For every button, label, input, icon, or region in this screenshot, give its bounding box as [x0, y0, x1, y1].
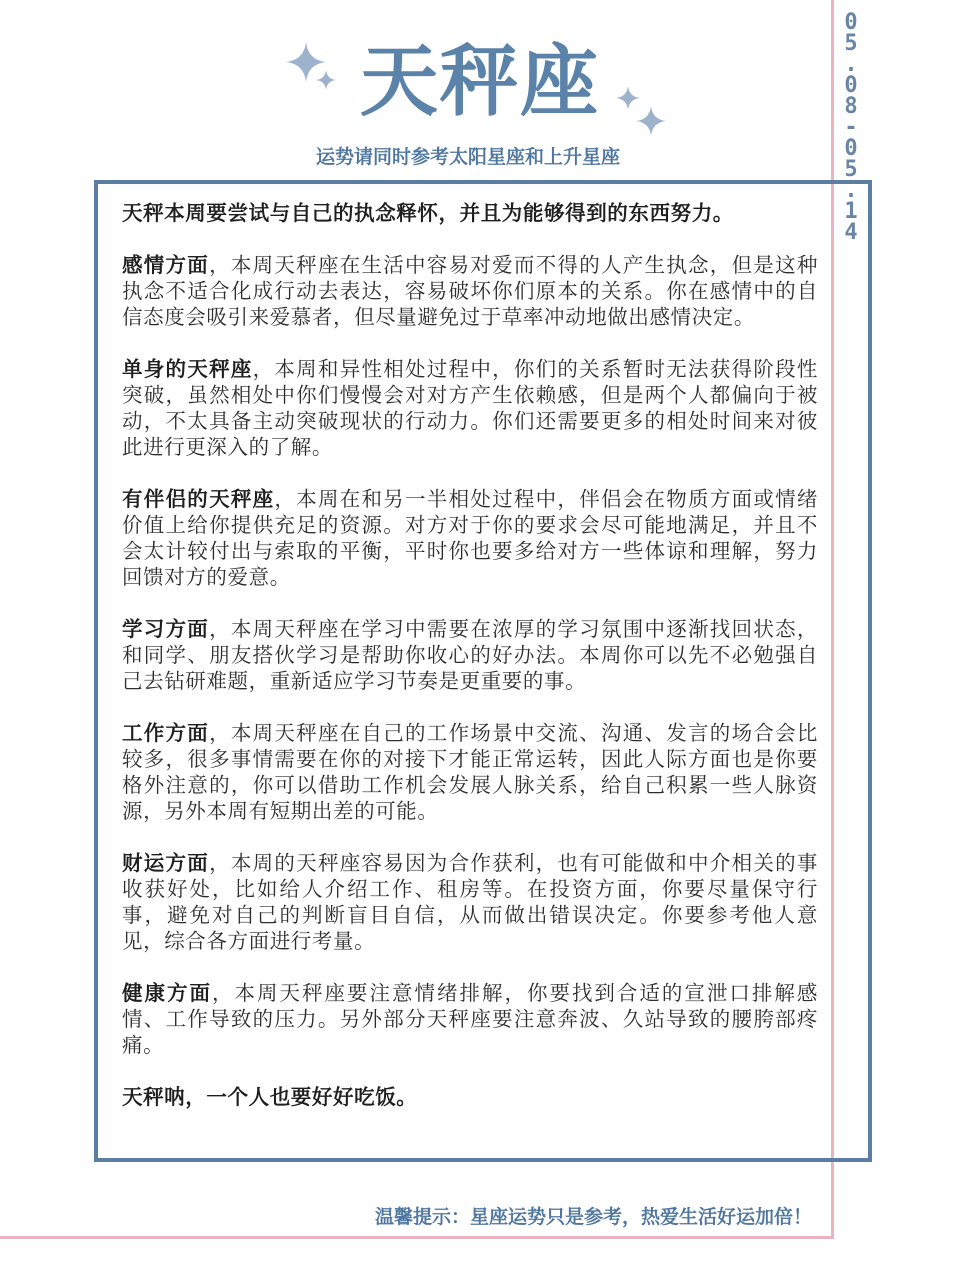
section-love	[122, 252, 818, 330]
section-study	[122, 616, 818, 694]
date-char: .	[844, 52, 858, 77]
section-health	[122, 980, 818, 1058]
section-text: ，本周天秤座在生活中容易对爱而不得的人产生执念，但是这种执念不适合化成行动去表达，容易破坏你们原本的关系。你在感情中的自信态度会吸引来爱慕者，但尽量避免过于草率冲动地做出感情决定。	[122, 253, 818, 329]
section-text: ，本周天秤座在自己的工作场景中交流、沟通、发言的场合会比较多，很多事情需要在你的对接下才能正常运转，因此人际方面也是你要格外注意的，你可以借助工作机会发展人脉关系，给自己积累一些人脉资源，另外本周有短期出差的可能。	[122, 721, 818, 823]
page-title: 天秤座	[359, 37, 600, 127]
date-char: 8	[844, 94, 858, 119]
section-heading: 财运方面	[122, 851, 210, 875]
date-char: 0	[844, 73, 858, 98]
horoscope-content-box	[94, 180, 872, 1162]
date-char: 0	[844, 136, 858, 161]
section-partnered	[122, 486, 818, 590]
section-work	[122, 720, 818, 824]
section-heading: 工作方面	[122, 721, 210, 745]
date-char: -	[844, 115, 858, 140]
closing-text: 天秤呐，一个人也要好好吃饭。	[122, 1085, 418, 1109]
date-char: 5	[844, 31, 858, 56]
date-char: .	[844, 178, 858, 203]
date-char: 1	[844, 199, 858, 224]
horoscope-body	[122, 200, 818, 1136]
pink-horizontal-rule	[0, 1236, 834, 1239]
section-text: ，本周的天秤座容易因为合作获利，也有可能做和中介相关的事收获好处，比如给人介绍工作、租房等。在投资方面，你要尽量保守行事，避免对自己的判断盲目自信，从而做出错误决定。你要参考他人意见，综合各方面进行考量。	[122, 851, 818, 953]
footer-tip: 温馨提示：星座运势只是参考，热爱生活好运加倍！	[374, 1206, 812, 1228]
date-char: 4	[844, 220, 858, 245]
section-text: ，本周在和另一半相处过程中，伴侣会在物质方面或情绪价值上给你提供充足的资源。对方对于你的要求会尽可能地满足，并且不会太计较付出与索取的平衡，平时你也要多给对方一些体谅和理解，努力回馈对方的爱意。	[122, 487, 819, 589]
intro-text: 天秤本周要尝试与自己的执念释怀，并且为能够得到的东西努力。	[122, 201, 734, 225]
section-heading: 学习方面	[122, 617, 210, 641]
section-single	[122, 356, 818, 460]
section-text: ，本周和异性相处过程中，你们的关系暂时无法获得阶段性突破，虽然相处中你们慢慢会对对方产生依赖感，但是两个人都偏向于被动，不太具备主动突破现状的行动力。你们还需要更多的相处时间来对彼此进行更深入的了解。	[122, 357, 818, 459]
closing-paragraph	[122, 1084, 818, 1110]
date-char: 0	[844, 10, 858, 35]
section-heading: 单身的天秤座	[122, 357, 253, 381]
intro-paragraph	[122, 200, 818, 226]
section-text: ，本周天秤座在学习中需要在浓厚的学习氛围中逐渐找回状态，和同学、朋友搭伙学习是帮助你收心的好办法。本周你可以先不必勉强自己去钻研难题，重新适应学习节奏是更重要的事。	[122, 617, 818, 693]
date-char: 5	[844, 157, 858, 182]
section-heading: 健康方面	[122, 981, 212, 1005]
section-heading: 有伴侣的天秤座	[122, 487, 275, 511]
section-heading: 感情方面	[122, 253, 210, 277]
section-wealth	[122, 850, 818, 954]
section-text: ，本周天秤座要注意情绪排解，你要找到合适的宣泄口排解感情、工作导致的压力。另外部分天秤座要注意奔波、久站导致的腰胯部疼痛。	[122, 981, 819, 1057]
page-subtitle: 运势请同时参考太阳星座和上升星座	[315, 146, 620, 168]
